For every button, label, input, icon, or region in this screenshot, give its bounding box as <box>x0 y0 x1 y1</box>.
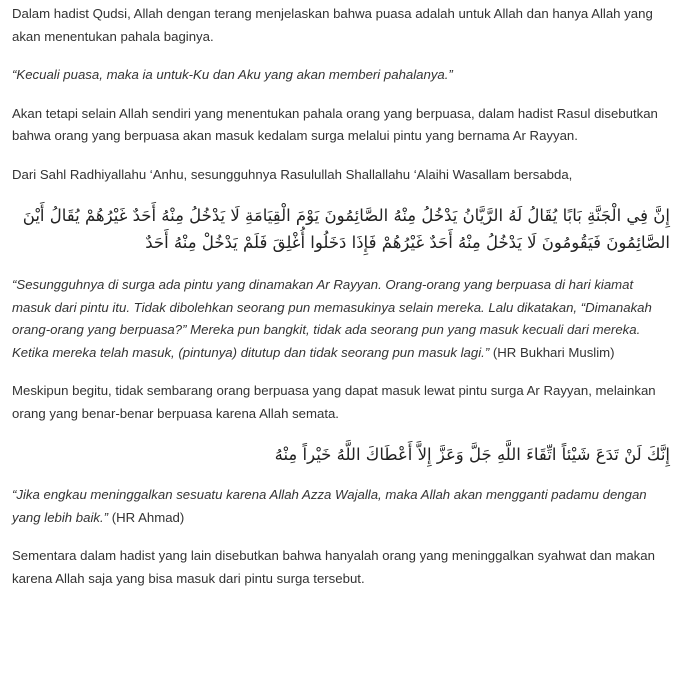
quote-ar-rayyan-source: (HR Bukhari Muslim) <box>492 344 615 360</box>
paragraph-sementara: Sementara dalam hadist yang lain disebutkan bahwa hanyalah orang yang meninggalkan syahwat dan makan karena Allah saja yang bisa masuk dari pintu surga tersebut. <box>12 548 655 586</box>
arabic-hadist-ar-rayyan: إِنَّ فِي الْجَنَّةِ بَابًا يُقَالُ لَهُ الرَّيَّانُ يَدْخُلُ مِنْهُ الصَّائِمُونَ يَوْمَ الْقِيَامَةِ لَا يَدْخُلُ مِنْهُ أَحَدٌ غَيْرُهُمْ يُقَالُ أَيْنَ الصَّائِمُونَ فَيَقُومُونَ لَا يَدْخُلُ مِنْهُ أَحَدٌ غَيْرُهُمْ فَإِذَا دَخَلُوا أُغْلِقَ فَلَمْ يَدْخُلْ مِنْهُ أَحَدٌ <box>22 206 670 252</box>
quote-ahmad-block <box>12 484 672 529</box>
paragraph-meskipun: Meskipun begitu, tidak sembarang orang berpuasa yang dapat masuk lewat pintu surga Ar Rayyan, melainkan orang yang benar-benar berpuasa karena Allah semata. <box>12 383 656 421</box>
arabic-hadist-ahmad: إِنَّكَ لَنْ تَدَعَ شَيْئاً اتِّقَاءَ اللَّهِ جَلَّ وَعَزَّ إِلاَّ أَعْطَاكَ اللَّهُ خَيْراً مِنْهُ <box>274 445 670 464</box>
quote-ahmad-source: (HR Ahmad) <box>111 509 185 525</box>
quote-ar-rayyan: “Sesungguhnya di surga ada pintu yang dinamakan Ar Rayyan. Orang-orang yang berpuasa di hari kiamat masuk dari pintu itu. Tidak dibolehkan seorang pun memasukinya selain mereka. Lalu dikatakan, “Dimanakah orang-orang yang berpuasa?” Mereka pun bangkit, tidak ada seorang pun yang masuk kecuali dari mereka. Ketika mereka telah masuk, (pintunya) ditutup dan tidak seorang pun masuk lagi.” <box>12 277 652 360</box>
quote-ar-rayyan-block <box>12 274 672 364</box>
article-body <box>12 3 672 606</box>
paragraph-hadist-intro: Dari Sahl Radhiyallahu ‘Anhu, sesungguhnya Rasulullah Shallallahu ‘Alaihi Wasallam bersabda, <box>12 166 573 182</box>
paragraph-hadist-qudsi: Dalam hadist Qudsi, Allah dengan terang menjelaskan bahwa puasa adalah untuk Allah dan hanya Allah yang akan menentukan pahala baginya. <box>12 6 653 44</box>
quote-hadist-qudsi: “Kecuali puasa, maka ia untuk-Ku dan Aku yang akan memberi pahalanya.” <box>12 67 453 82</box>
quote-ahmad: “Jika engkau meninggalkan sesuatu karena Allah Azza Wajalla, maka Allah akan mengganti padamu dengan yang lebih baik.” <box>12 487 647 525</box>
paragraph-ar-rayyan: Akan tetapi selain Allah sendiri yang menentukan pahala orang yang berpuasa, dalam hadist Rasul disebutkan bahwa orang yang berpuasa akan masuk kedalam surga melalui pintu yang bernama Ar Rayyan. <box>12 105 658 143</box>
